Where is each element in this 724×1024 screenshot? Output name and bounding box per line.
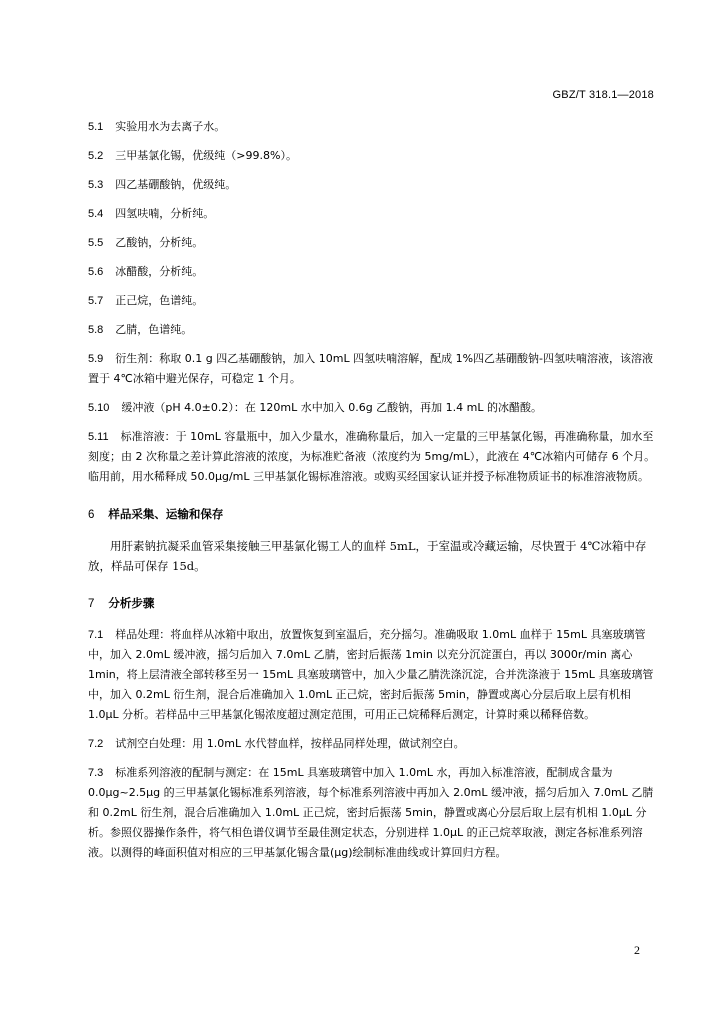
clause-item [88,320,658,340]
clause-text: 样品处理：将血样从冰箱中取出，放置恢复到室温后，充分摇匀。准确吸取 1.0mL 血样于 15mL 具塞玻璃管中，加入 2.0mL 缓冲液，摇匀后加入 7.0mL 乙腈，密封后振荡 1min 以充分沉淀蛋白，再以 3000r/min 离心 1min，将上层清液全部转移至另一 15mL 具塞玻璃管中，加入少量乙腈洗涤沉淀，合并洗涤液于 15mL 具塞玻璃管中，加入 0.2mL 衍生剂，混合后准确加入 1.0mL 正己烷，密封后振荡 5min，静置或离心分层后取上层有机相 1.0μL 分析。若样品中三甲基氯化锡浓度超过测定范围，可用正己烷稀释后测定，计算时乘以稀释倍数。 [88,628,654,721]
clause-number: 5.1 [88,121,104,133]
section-number: 6 [88,509,95,521]
clause-item [88,291,658,311]
clause-text: 四氢呋喃，分析纯。 [115,207,215,220]
clause-number: 5.11 [88,431,109,443]
clause-number: 5.4 [88,208,104,220]
clause-number: 7.1 [88,629,104,641]
clause-number: 5.6 [88,266,104,278]
clause-text: 衍生剂：称取 0.1 g 四乙基硼酸钠，加入 10mL 四氢呋喃溶解，配成 1%四乙基硼酸钠-四氢呋喃溶液，该溶液置于 4℃冰箱中避光保存，可稳定 1 个月。 [88,352,654,385]
page-number: 2 [634,943,640,957]
clause-item [88,349,658,389]
clause-number: 5.5 [88,237,104,249]
clause-number: 5.8 [88,324,104,336]
clause-text: 标准溶液：于 10mL 容量瓶中，加入少量水，准确称量后，加入一定量的三甲基氯化锡，再准确称量，加水至刻度；由 2 次称量之差计算此溶液的浓度，为标准贮备液（浓度约为 5mg/mL），此液在 4℃冰箱内可储存 6 个月。临用前，用水稀释成 50.0μg/mL 三甲基氯化锡标准溶液。或购买经国家认证并授予标准物质证书的标准溶液物质。 [88,430,656,483]
page-content [88,117,658,872]
clause-item [88,262,658,282]
clause-item [88,233,658,253]
clause-number: 5.7 [88,295,104,307]
section-title: 样品采集、运输和保存 [108,507,224,521]
clause-item [88,117,658,137]
clause-item [88,146,658,166]
section-7-heading [88,593,658,614]
clause-item [88,763,658,863]
clause-text: 正己烷，色谱纯。 [115,294,204,307]
standard-code-header: GBZ/T 318.1—2018 [552,89,654,101]
clause-number: 5.10 [88,402,110,414]
section-6-paragraph: 用肝素钠抗凝采血管采集接触三甲基氯化锡工人的血样 5mL，于室温或冷藏运输，尽快置于 4℃冰箱中存放，样品可保存 15d。 [88,539,647,573]
clause-list-5 [88,117,658,487]
clause-number: 7.3 [88,767,104,779]
clause-item [88,175,658,195]
clause-text: 试剂空白处理：用 1.0mL 水代替血样，按样品同样处理，做试剂空白。 [115,737,465,750]
clause-number: 5.3 [88,179,104,191]
clause-number: 5.2 [88,150,104,162]
clause-text: 四乙基硼酸钠，优级纯。 [115,178,237,191]
section-number: 7 [88,598,95,610]
clause-item [88,427,658,487]
clause-number: 5.9 [88,353,104,365]
clause-number: 7.2 [88,738,104,750]
clause-item [88,398,658,418]
clause-text: 三甲基氯化锡，优级纯（>99.8%）。 [115,149,297,162]
clause-text: 实验用水为去离子水。 [115,120,226,133]
clause-text: 冰醋酸，分析纯。 [115,265,204,278]
clause-item [88,204,658,224]
clause-list-7 [88,625,658,863]
clause-item [88,734,658,754]
clause-text: 缓冲液（pH 4.0±0.2）：在 120mL 水中加入 0.6g 乙酸钠，再加 1.4 mL 的冰醋酸。 [121,401,543,414]
clause-text: 乙腈，色谱纯。 [115,323,193,336]
section-6-heading [88,504,658,525]
section-title: 分析步骤 [108,596,155,610]
clause-text: 标准系列溶液的配制与测定：在 15mL 具塞玻璃管中加入 1.0mL 水，再加入标准溶液，配制成含量为 0.0μg~2.5μg 的三甲基氯化锡标准系列溶液，每个标准系列溶液中再加入 2.0mL 缓冲液，摇匀后加入 7.0mL 乙腈和 0.2mL 衍生剂，混合后准确加入 1.0mL 正己烷，密封后振荡 5min，静置或离心分层后取上层有机相 1.0μL 分析。参照仪器操作条件，将气相色谱仪调节至最佳测定状态，分别进样 1.0μL 的正己烷萃取液，测定各标准系列溶液。以测得的峰面积值对相应的三甲基氯化锡含量(μg)绘制标准曲线或计算回归方程。 [88,766,654,859]
clause-item [88,625,658,725]
clause-text: 乙酸钠，分析纯。 [115,236,204,249]
